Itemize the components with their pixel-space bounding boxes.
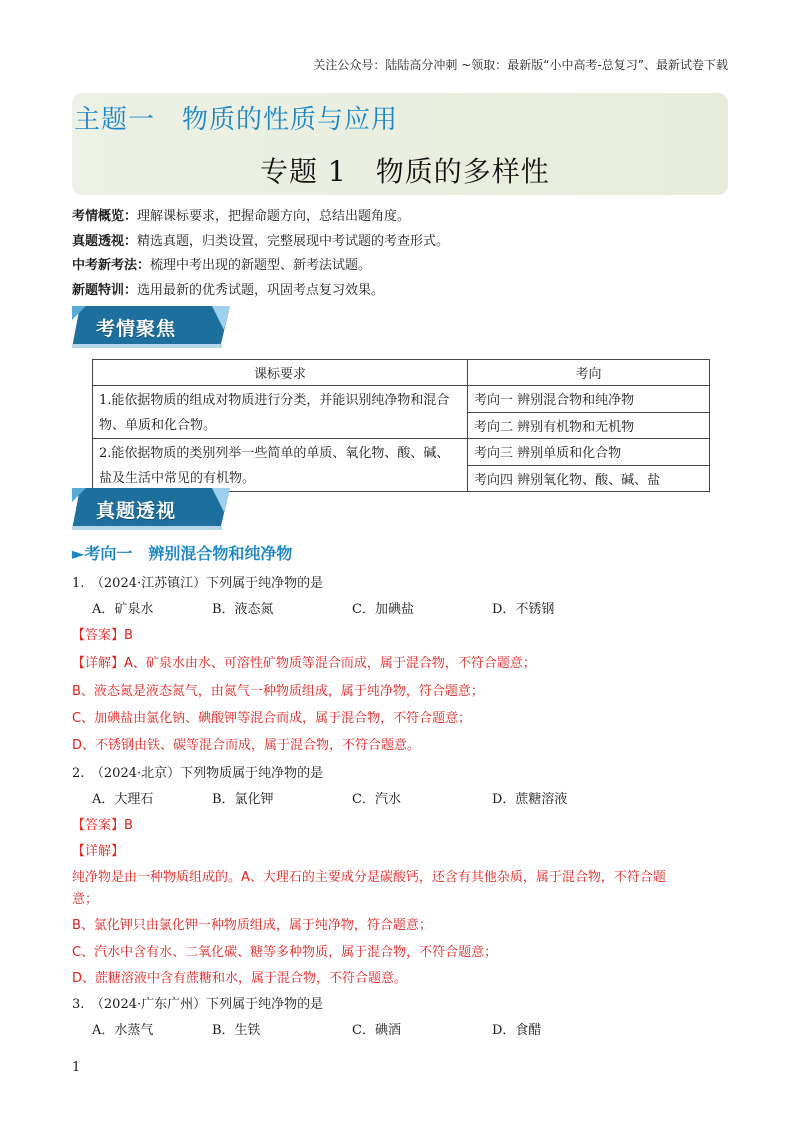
question-1-answer: 【答案】B	[72, 628, 133, 643]
intro-item	[72, 279, 449, 304]
question-2-detail-label: 【详解】	[72, 844, 125, 859]
question-1-options	[92, 598, 692, 618]
option-b: B．氯化钾	[212, 792, 274, 807]
detail-line: C、加碘盐由氯化钠、碘酸钾等混合而成，属于混合物，不符合题意；	[72, 711, 472, 726]
question-2-stem: 2. （2024·北京）下列物质属于纯净物的是	[72, 766, 324, 781]
top-notice: 关注公众号：陆陆高分冲刺 ~领取：最新版“小中高考-总复习”、最新试卷下载	[313, 58, 728, 72]
question-2-answer: 【答案】B	[72, 818, 133, 833]
table-header-directions: 考向	[468, 360, 710, 386]
detail-label: 【详解】	[72, 656, 125, 671]
section-label-real: 真题透视	[96, 500, 177, 522]
direction-cell: 考向四 辨别氧化物、酸、碱、盐	[468, 465, 710, 492]
detail-line: D、蔗糖溶液中含有蔗糖和水，属于混合物，不符合题意。	[72, 971, 408, 986]
detail-line: B、液态氮是液态氮气，由氮气一种物质组成，属于纯净物，符合题意；	[72, 684, 484, 699]
option-a: A．矿泉水	[92, 602, 154, 617]
intro-item	[72, 205, 449, 230]
section-tab-real	[72, 488, 230, 530]
table-row	[93, 439, 710, 466]
triangle-bullet-icon: ►	[72, 544, 85, 563]
direction-cell: 考向二 辨别有机物和无机物	[468, 412, 710, 439]
question-1-stem: 1. （2024·江苏镇江）下列属于纯净物的是	[72, 576, 324, 591]
direction-heading	[72, 541, 292, 564]
detail-line: A、矿泉水由水、可溶性矿物质等混合而成，属于混合物，不符合题意；	[124, 656, 536, 671]
option-a: A．大理石	[92, 792, 154, 807]
intro-list	[72, 205, 449, 303]
intro-value: 精选真题，归类设置，完整展现中考试题的考查形式。	[137, 233, 450, 249]
intro-key: 新题特训：	[72, 282, 138, 298]
section-tab-focus	[72, 306, 230, 348]
table-row	[93, 386, 710, 413]
detail-line: C、汽水中含有水、二氧化碳、糖等多种物质，属于混合物，不符合题意；	[72, 945, 498, 960]
option-b: B．生铁	[212, 1023, 261, 1038]
question-3-stem: 3. （2024·广东广州）下列属于纯净物的是	[72, 997, 324, 1012]
requirements-table	[92, 359, 710, 492]
theme-title: 主题一 物质的性质与应用	[74, 105, 399, 135]
intro-item	[72, 254, 449, 279]
intro-key: 考情概览：	[72, 209, 138, 224]
intro-value: 选用最新的优秀试题，巩固考点复习效果。	[137, 282, 385, 298]
detail-line: B、氯化钾只由氯化钾一种物质组成，属于纯净物，符合题意；	[72, 918, 432, 933]
intro-value: 梳理中考出现的新题型、新考法试题。	[150, 258, 372, 273]
intro-value: 理解课标要求，把握命题方向，总结出题角度。	[137, 209, 411, 224]
direction-cell: 考向三 辨别单质和化合物	[468, 439, 710, 466]
question-1-detail	[72, 652, 536, 671]
page-number: 1	[72, 1060, 81, 1075]
option-c: C．汽水	[352, 792, 401, 807]
option-d: D．不锈钢	[492, 602, 555, 617]
option-c: C．加碘盐	[352, 602, 414, 617]
section-label-focus: 考情聚焦	[96, 318, 177, 340]
direction-cell: 考向一 辨别混合物和纯净物	[468, 386, 710, 413]
question-3-options	[92, 1019, 692, 1039]
question-2-options	[92, 788, 692, 808]
option-b: B．液态氮	[212, 602, 274, 617]
option-c: C．碘酒	[352, 1023, 401, 1038]
detail-line: 纯净物是由一种物质组成的。A、大理石的主要成分是碳酸钙，还含有其他杂质，属于混合物，不符合题	[72, 870, 666, 885]
option-d: D．食醋	[492, 1023, 542, 1038]
requirement-cell-2: 2.能依据物质的类别列举一些简单的单质、氧化物、酸、碱、盐及生活中常见的有机物。	[93, 439, 468, 492]
detail-line: D、不锈钢由铁、碳等混合而成，属于混合物，不符合题意。	[72, 738, 421, 753]
direction-heading-text: 考向一 辨别混合物和纯净物	[84, 544, 293, 563]
intro-key: 真题透视：	[72, 233, 138, 249]
detail-line: 意；	[72, 892, 99, 907]
title-banner	[72, 93, 728, 195]
option-d: D．蔗糖溶液	[492, 792, 568, 807]
table-header-row	[93, 360, 710, 386]
topic-title: 专题 1 物质的多样性	[260, 155, 550, 188]
intro-key: 中考新考法：	[72, 258, 151, 273]
intro-item	[72, 230, 449, 255]
table-header-requirements: 课标要求	[93, 360, 468, 386]
requirement-cell-1: 1.能依据物质的组成对物质进行分类，并能识别纯净物和混合物、单质和化合物。	[93, 386, 468, 439]
option-a: A．水蒸气	[92, 1023, 154, 1038]
